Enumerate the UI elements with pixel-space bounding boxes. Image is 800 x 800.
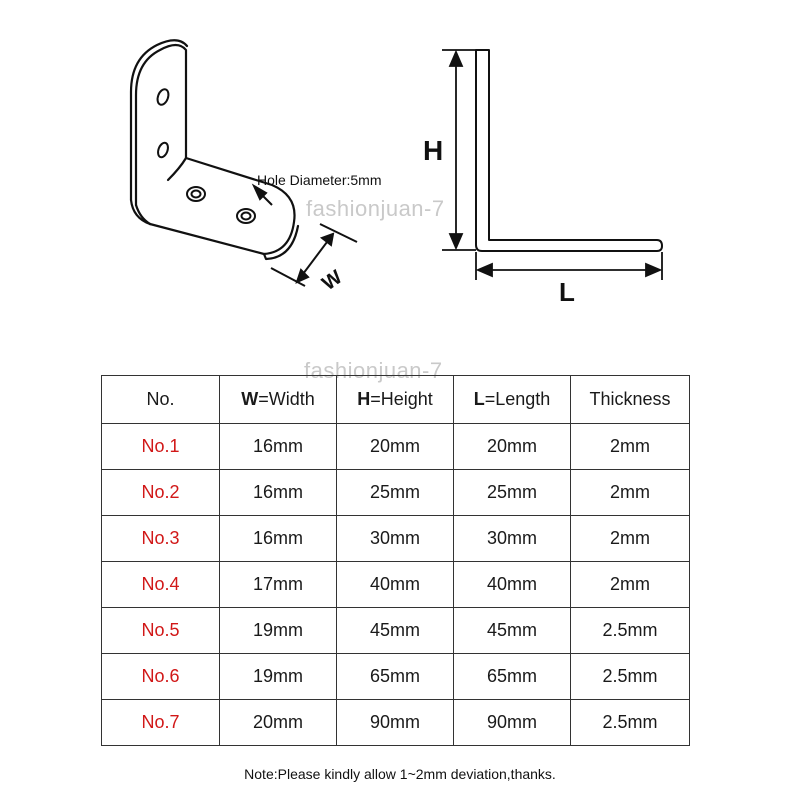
cell-width: 19mm bbox=[220, 654, 337, 700]
cell-length: 30mm bbox=[454, 516, 571, 562]
cell-length: 45mm bbox=[454, 608, 571, 654]
bracket-vertical-plate bbox=[136, 45, 186, 205]
cell-height: 25mm bbox=[337, 470, 454, 516]
header-height: H=Height bbox=[337, 376, 454, 424]
table-row bbox=[102, 608, 690, 654]
cell-length: 90mm bbox=[454, 700, 571, 746]
deviation-note: Note:Please kindly allow 1~2mm deviation,thanks. bbox=[244, 766, 556, 782]
cell-width: 16mm bbox=[220, 516, 337, 562]
spec-table bbox=[101, 375, 690, 746]
table-row bbox=[102, 424, 690, 470]
w-label: W bbox=[318, 266, 347, 296]
hole-pointer-arrow bbox=[254, 186, 272, 205]
watermark-text: fashionjuan-7 bbox=[306, 196, 445, 221]
row-number: No.3 bbox=[102, 516, 220, 562]
cell-width: 20mm bbox=[220, 700, 337, 746]
row-number: No.6 bbox=[102, 654, 220, 700]
bracket-holes bbox=[156, 88, 255, 223]
cell-thickness: 2mm bbox=[571, 424, 690, 470]
header-length: L=Length bbox=[454, 376, 571, 424]
row-number: No.1 bbox=[102, 424, 220, 470]
h-label: H bbox=[423, 135, 444, 166]
cell-length: 40mm bbox=[454, 562, 571, 608]
table-row bbox=[102, 516, 690, 562]
cell-width: 16mm bbox=[220, 470, 337, 516]
row-number: No.4 bbox=[102, 562, 220, 608]
cell-thickness: 2mm bbox=[571, 562, 690, 608]
cell-thickness: 2mm bbox=[571, 470, 690, 516]
profile-side-view bbox=[476, 50, 662, 251]
cell-height: 40mm bbox=[337, 562, 454, 608]
cell-width: 17mm bbox=[220, 562, 337, 608]
cell-height: 30mm bbox=[337, 516, 454, 562]
header-thickness: Thickness bbox=[571, 376, 690, 424]
table-row bbox=[102, 470, 690, 516]
table-row bbox=[102, 700, 690, 746]
hole-diameter-label: Hole Diameter:5mm bbox=[257, 172, 382, 188]
header-no: No. bbox=[102, 376, 220, 424]
cell-height: 90mm bbox=[337, 700, 454, 746]
cell-length: 65mm bbox=[454, 654, 571, 700]
cell-thickness: 2.5mm bbox=[571, 654, 690, 700]
table-header-row bbox=[102, 376, 690, 424]
header-width: W=Width bbox=[220, 376, 337, 424]
cell-width: 16mm bbox=[220, 424, 337, 470]
profile-l-shape bbox=[476, 50, 662, 251]
table-row bbox=[102, 562, 690, 608]
cell-length: 25mm bbox=[454, 470, 571, 516]
cell-height: 45mm bbox=[337, 608, 454, 654]
watermark-text: fashionjuan-7 bbox=[304, 358, 443, 383]
diagram bbox=[0, 0, 800, 360]
cell-thickness: 2.5mm bbox=[571, 700, 690, 746]
bracket-3d-drawing bbox=[131, 40, 298, 259]
cell-thickness: 2mm bbox=[571, 516, 690, 562]
row-number: No.5 bbox=[102, 608, 220, 654]
cell-width: 19mm bbox=[220, 608, 337, 654]
cell-length: 20mm bbox=[454, 424, 571, 470]
cell-height: 20mm bbox=[337, 424, 454, 470]
row-number: No.7 bbox=[102, 700, 220, 746]
width-dimension bbox=[271, 224, 357, 286]
row-number: No.2 bbox=[102, 470, 220, 516]
table-row bbox=[102, 654, 690, 700]
l-label: L bbox=[559, 277, 575, 307]
cell-height: 65mm bbox=[337, 654, 454, 700]
cell-thickness: 2.5mm bbox=[571, 608, 690, 654]
length-dimension bbox=[476, 252, 662, 280]
height-dimension bbox=[442, 50, 476, 250]
